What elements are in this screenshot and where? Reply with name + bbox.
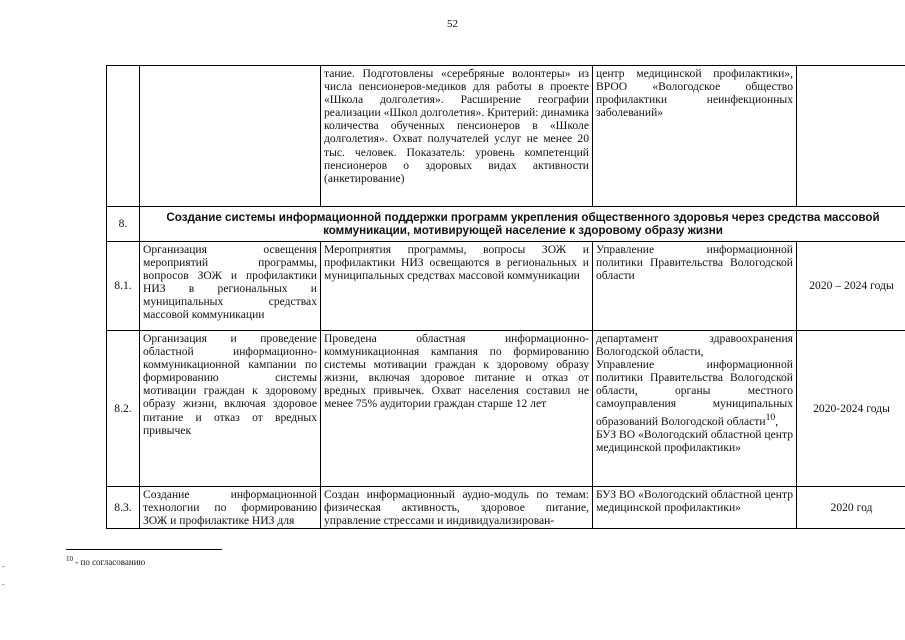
table-row xyxy=(107,331,905,487)
page-number: 52 xyxy=(447,18,458,30)
table-row xyxy=(107,242,905,331)
row-number: 8.1. xyxy=(107,242,140,331)
section-row xyxy=(107,207,905,242)
row-number: 8.2. xyxy=(107,331,140,487)
footnote xyxy=(66,555,145,567)
section-title: Создание системы информационной поддержки программ укрепления общественного здоровья через средства массовой коммуникации, мотивирующей население к здоровому образу жизни xyxy=(140,207,905,242)
term-cell: 2020-2024 годы xyxy=(797,331,905,487)
row-number xyxy=(107,66,140,207)
activity-cell: Организация и проведение областной информационно-коммуникационной кампании по формированию системы мотивации граждан к здоровому образу жизни, включая здоровое питание и отказ от вредных привычек xyxy=(140,331,321,487)
executor-line: , xyxy=(775,414,779,428)
executor-cell xyxy=(593,331,797,487)
footnote-mark: 10 xyxy=(66,555,73,563)
section-number: 8. xyxy=(107,207,140,242)
activity-cell: Организация освещения мероприятий программы, вопросов ЗОЖ и профилактики НИЗ в региональных и муниципальных средствах массовой коммуникации xyxy=(140,242,321,331)
row-number: 8.3. xyxy=(107,487,140,529)
executor-line: Управление информационной политики Правительства Вологодской области, органы местного самоуправления муниципальных образований Вологодской области xyxy=(596,358,793,428)
footnote-text: - по согласованию xyxy=(73,557,146,567)
table-row xyxy=(107,487,905,529)
activity-cell xyxy=(140,66,321,207)
result-cell: Проведена областная информационно-коммуникационная кампания по формированию системы мотивации граждан к здоровому образу жизни, включая здоровое питание и отказ от вредных привычек. Охват населения составил не менее 75% аудитории граждан старше 12 лет xyxy=(321,331,593,487)
footnote-ref: 10 xyxy=(765,411,776,423)
term-cell: 2020 – 2024 годы xyxy=(797,242,905,331)
executor-cell: центр медицинской профилактики», ВРОО «Вологодское общество профилактики неинфекционных заболеваний» xyxy=(593,66,797,207)
measures-table xyxy=(106,65,905,529)
result-cell: Мероприятия программы, вопросы ЗОЖ и профилактики НИЗ освещаются в региональных и муниципальных средствах массовой коммуникации xyxy=(321,242,593,331)
term-cell: 2020 год xyxy=(797,487,905,529)
table-row xyxy=(107,66,905,207)
executor-line: департамент здравоохранения Вологодской области, xyxy=(596,332,793,359)
result-cell: тание. Подготовлены «серебряные волонтеры» из числа пенсионеров-медиков для работы в проекте «Школа долголетия». Расширение географии реализации «Школ долголетия». Критерий: динамика количества обученных пенсионеров в «Школе долголетия». Охват получателей услуг не менее 20 тыс. человек. Показатель: уровень компетенций пенсионеров о здоровых видах активности (анкетирование) xyxy=(321,66,593,207)
footnote-divider xyxy=(66,549,222,550)
activity-cell: Создание информационной технологии по формированию ЗОЖ и профилактике НИЗ для xyxy=(140,487,321,529)
result-cell: Создан информационный аудио-модуль по темам: физическая активность, здоровое питание, управление стрессами и индивидуализирован- xyxy=(321,487,593,529)
executor-cell: БУЗ ВО «Вологодский областной центр медицинской профилактики» xyxy=(593,487,797,529)
executor-line: БУЗ ВО «Вологодский областной центр медицинской профилактики» xyxy=(596,427,793,454)
executor-cell: Управление информационной политики Правительства Вологодской области xyxy=(593,242,797,331)
term-cell xyxy=(797,66,905,207)
edge-marks: - - xyxy=(2,562,5,589)
